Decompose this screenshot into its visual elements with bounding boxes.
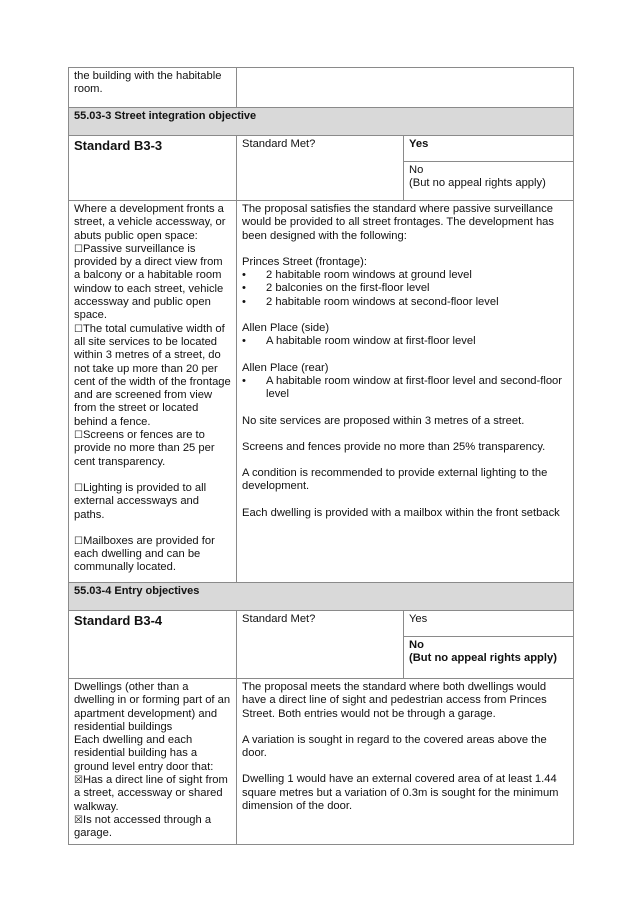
- criteria-cell: [69, 201, 237, 583]
- criteria-item: ☐Mailboxes are provided for each dwelling and can be communally located.: [74, 534, 215, 574]
- assessment-cell: [237, 201, 574, 583]
- criteria-intro-2: Each dwelling and each residential building has a ground level entry door that:: [74, 734, 214, 773]
- yes-option: Yes: [404, 611, 574, 637]
- section-header-row: [69, 583, 574, 611]
- group-title: Allen Place (side): [242, 322, 330, 335]
- assessment-paragraph: The proposal meets the standard where both dwellings would have a direct line of sight and pedestrian access from Princes Street. Both entries would not be through a garage.: [242, 681, 547, 720]
- criteria-item: ☐The total cumulative width of all site services to be located within 3 metres of a street, do not take up more than 20 per cent of the width of the frontage and are screened from view from the street or located behind a fence.: [74, 322, 231, 428]
- criteria-item: ☐Lighting is provided to all external accessways and paths.: [74, 481, 207, 521]
- checkbox-unchecked-icon: ☐: [74, 482, 83, 494]
- bullet-list: [242, 269, 568, 309]
- bullet-item: • A habitable room window at first-floor level and second-floor level: [242, 375, 568, 402]
- no-label: No: [409, 164, 424, 176]
- assessment-paragraph: No site services are proposed within 3 metres of a street.: [242, 414, 525, 427]
- no-sublabel: (But no appeal rights apply): [409, 652, 557, 665]
- criteria-item: ☐Passive surveillance is provided by a direct view from a balcony or a habitable room window to each street, vehicle accessway and public open space.: [74, 242, 224, 322]
- section-heading: 55.03-3 Street integration objective: [69, 108, 574, 136]
- checkbox-checked-icon: ☒: [74, 775, 83, 787]
- continuation-left: the building with the habitable room.: [69, 68, 237, 108]
- bullet-item: • A habitable room window at first-floor level: [242, 335, 568, 348]
- group-title: Allen Place (rear): [242, 361, 329, 374]
- assessment-intro: The proposal satisfies the standard where passive surveillance would be provided to all street frontages. The development has been designed with the following:: [242, 203, 554, 242]
- checkbox-unchecked-icon: ☐: [74, 535, 83, 547]
- criteria-item: ☒Has a direct line of sight from a street, accessway or shared walkway.: [74, 774, 228, 813]
- no-option: [404, 637, 574, 679]
- assessment-paragraph: Each dwelling is provided with a mailbox within the front setback: [242, 506, 560, 519]
- standard-row: [69, 611, 574, 637]
- continuation-row: [69, 68, 574, 108]
- criteria-intro: Dwellings (other than a dwelling in or forming part of an apartment development) and residential buildings: [74, 681, 231, 733]
- standard-met-label: Standard Met?: [237, 136, 404, 201]
- criteria-item: ☒Is not accessed through a garage.: [74, 813, 212, 840]
- criteria-cell: [69, 679, 237, 845]
- criteria-intro: Where a development fronts a street, a vehicle accessway, or abuts public open space:: [74, 203, 226, 242]
- assessment-table: [68, 67, 574, 845]
- standard-met-label: Standard Met?: [237, 611, 404, 679]
- group-title: Princes Street (frontage):: [242, 255, 367, 268]
- bullet-list: [242, 335, 568, 348]
- bullet-list: [242, 375, 568, 402]
- bullet-item: • 2 habitable room windows at ground level: [242, 269, 568, 282]
- standard-title: Standard B3-3: [69, 136, 237, 201]
- checkbox-unchecked-icon: ☐: [74, 323, 83, 335]
- section-heading: 55.03-4 Entry objectives: [69, 583, 574, 611]
- no-sublabel: (But no appeal rights apply): [409, 177, 546, 190]
- criteria-row: [69, 679, 574, 845]
- assessment-paragraph: A variation is sought in regard to the covered areas above the door.: [242, 733, 547, 760]
- checkbox-unchecked-icon: ☐: [74, 243, 83, 255]
- standard-title: Standard B3-4: [69, 611, 237, 679]
- assessment-paragraph: Screens and fences provide no more than 25% transparency.: [242, 440, 546, 453]
- criteria-item: ☐Screens or fences are to provide no more than 25 per cent transparency.: [74, 429, 215, 468]
- section-header-row: [69, 108, 574, 136]
- continuation-right: [237, 68, 574, 108]
- no-label: No: [409, 639, 424, 651]
- bullet-item: • 2 habitable room windows at second-floor level: [242, 296, 568, 309]
- assessment-paragraph: Dwelling 1 would have an external covered area of at least 1.44 square metres but a variation of 0.3m is sought for the minimum dimension of the door.: [242, 773, 559, 813]
- assessment-cell: [237, 679, 574, 845]
- no-option: [404, 162, 574, 201]
- bullet-item: • 2 balconies on the first-floor level: [242, 282, 568, 295]
- assessment-paragraph: A condition is recommended to provide external lighting to the development.: [242, 467, 548, 493]
- yes-option: Yes: [404, 136, 574, 162]
- standard-row: [69, 136, 574, 162]
- criteria-row: [69, 201, 574, 583]
- checkbox-unchecked-icon: ☐: [74, 430, 83, 442]
- checkbox-checked-icon: ☒: [74, 814, 83, 826]
